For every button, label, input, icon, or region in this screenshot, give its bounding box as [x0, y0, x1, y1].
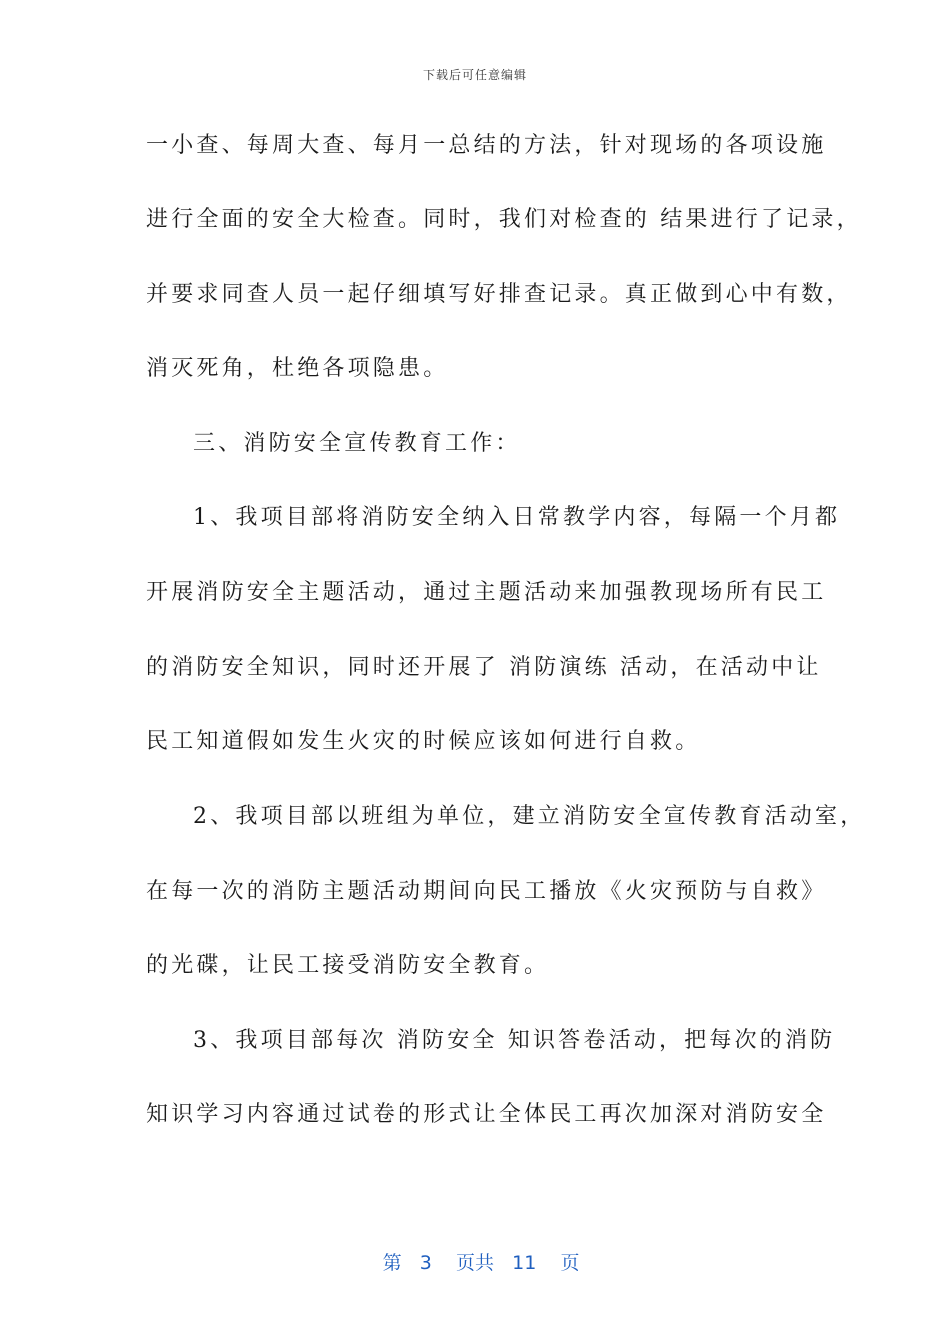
current-page-number: 3 [419, 1252, 432, 1274]
paragraph-line: 消灭死角，杜绝各项隐患。 [146, 356, 449, 381]
paragraph-line: 开展消防安全主题活动，通过主题活动来加强教现场所有民工 [146, 580, 827, 605]
paragraph-line: 在每一次的消防主题活动期间向民工播放《火灾预防与自救》 [146, 879, 827, 904]
paragraph-line: 进行全面的安全大检查。同时，我们对检查的 结果进行了记录， [146, 207, 862, 232]
paragraph-line: 并要求同查人员一起仔细填写好排查记录。真正做到心中有数， [146, 282, 852, 307]
footer-suffix: 页 [560, 1252, 580, 1274]
paragraph-line: 的光碟，让民工接受消防安全教育。 [146, 953, 550, 978]
download-note: 下载后可任意编辑 [422, 68, 527, 82]
paragraph-line: 1、我项目部将消防安全纳入日常教学内容，每隔一个月都 [193, 505, 841, 530]
paragraph-line: 3、我项目部每次 消防安全 知识答卷活动，把每次的消防 [193, 1028, 836, 1053]
paragraph-line: 民工知道假如发生火灾的时候应该如何进行自救。 [146, 729, 701, 754]
paragraph-line: 一小查、每周大查、每月一总结的方法，针对现场的各项设施 [146, 133, 827, 158]
paragraph-line: 2、我项目部以班组为单位，建立消防安全宣传教育活动室， [193, 804, 866, 829]
page-footer [0, 1226, 950, 1275]
footer-middle: 页共 [455, 1252, 494, 1274]
footer-prefix: 第 [382, 1252, 402, 1274]
paragraph-line: 知识学习内容通过试卷的形式让全体民工再次加深对消防安全 [146, 1102, 827, 1127]
total-page-count: 11 [512, 1252, 537, 1274]
paragraph-line: 的消防安全知识，同时还开展了 消防演练 活动，在活动中让 [146, 655, 822, 680]
section-heading: 三、消防安全宣传教育工作： [193, 431, 521, 456]
